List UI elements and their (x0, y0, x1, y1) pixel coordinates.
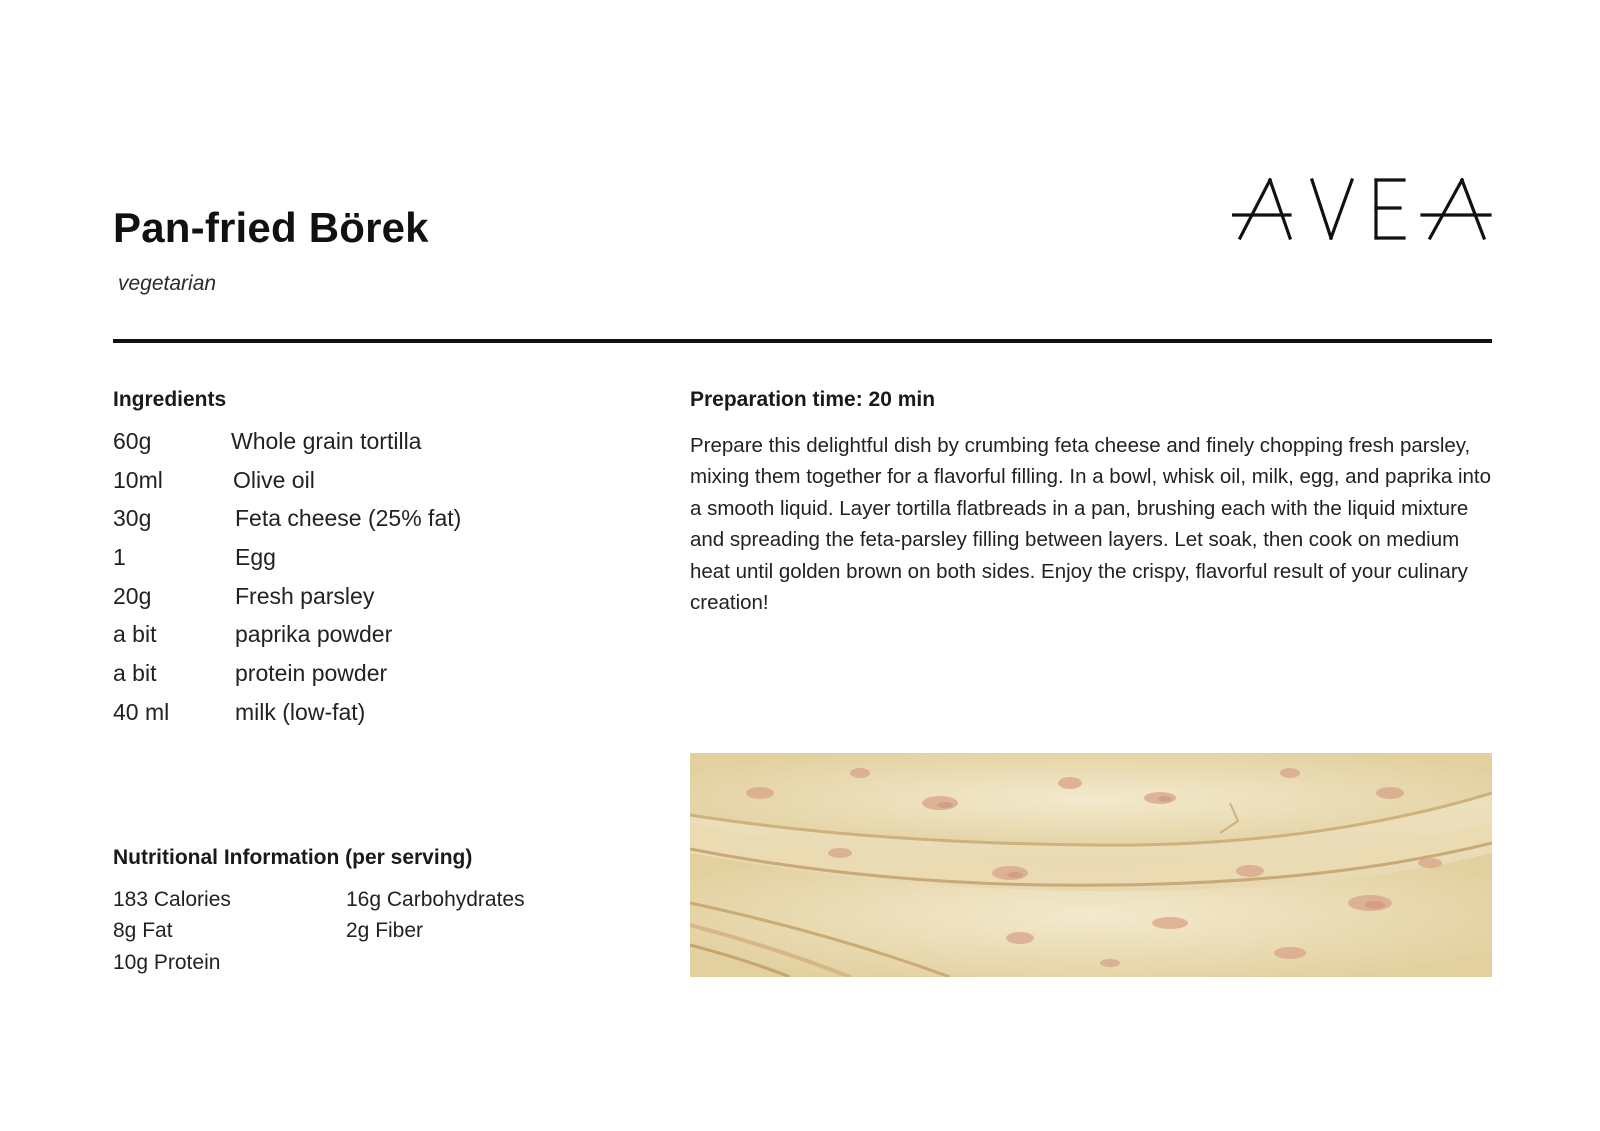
preparation-heading: Preparation time: 20 min (690, 388, 936, 411)
ingredient-name: Olive oil (233, 466, 315, 493)
ingredient-name: paprika powder (235, 621, 393, 648)
ingredient-quantity: 60g (113, 428, 152, 454)
preparation-instructions: Prepare this delightful dish by crumbing feta cheese and finely chopping fresh parsley, mixing them together for a flavorful filling. In a bowl, whisk oil, milk, egg, and paprika into a smooth liquid. Layer tortilla flatbreads in a pan, brushing each with the liquid mixture and spreading the feta-parsley filling between layers. Let soak, then cook on medium heat until golden brown on both sides. Enjoy the crispy, flavorful result of your culinary creation! (690, 434, 1492, 615)
ingredient-name: Fresh parsley (235, 582, 375, 609)
ingredient-name: milk (low-fat) (235, 698, 366, 725)
ingredient-quantity: 30g (113, 505, 152, 532)
header-divider (113, 339, 1492, 343)
ingredient-quantity: 40 ml (113, 698, 170, 725)
recipe-title: Pan-fried Börek (113, 204, 429, 251)
nutrition-calories: 183 Calories (113, 888, 231, 911)
nutrition-carbohydrates: 16g Carbohydrates (346, 888, 525, 911)
ingredient-name: Feta cheese (25% fat) (235, 505, 462, 532)
ingredient-quantity: a bit (113, 660, 157, 687)
recipe-category: vegetarian (118, 272, 217, 295)
ingredient-quantity: 20g (113, 582, 152, 609)
nutrition-protein: 10g Protein (113, 951, 221, 974)
ingredient-quantity: a bit (113, 621, 157, 648)
tortilla-image (690, 753, 1492, 977)
ingredients-heading: Ingredients (113, 388, 227, 411)
nutrition-fat: 8g Fat (113, 919, 173, 942)
tortilla-photo (690, 753, 1492, 977)
ingredient-quantity: 1 (113, 544, 126, 571)
nutrition-fiber: 2g Fiber (346, 919, 424, 942)
ingredient-name: protein powder (235, 660, 388, 687)
ingredient-quantity: 10ml (113, 466, 163, 493)
brand-logo (1232, 170, 1492, 250)
nutrition-heading: Nutritional Information (per serving) (113, 846, 473, 869)
ingredient-name: Whole grain tortilla (231, 428, 422, 454)
ingredient-name: Egg (235, 544, 276, 571)
avea-logo-icon (1232, 170, 1492, 250)
